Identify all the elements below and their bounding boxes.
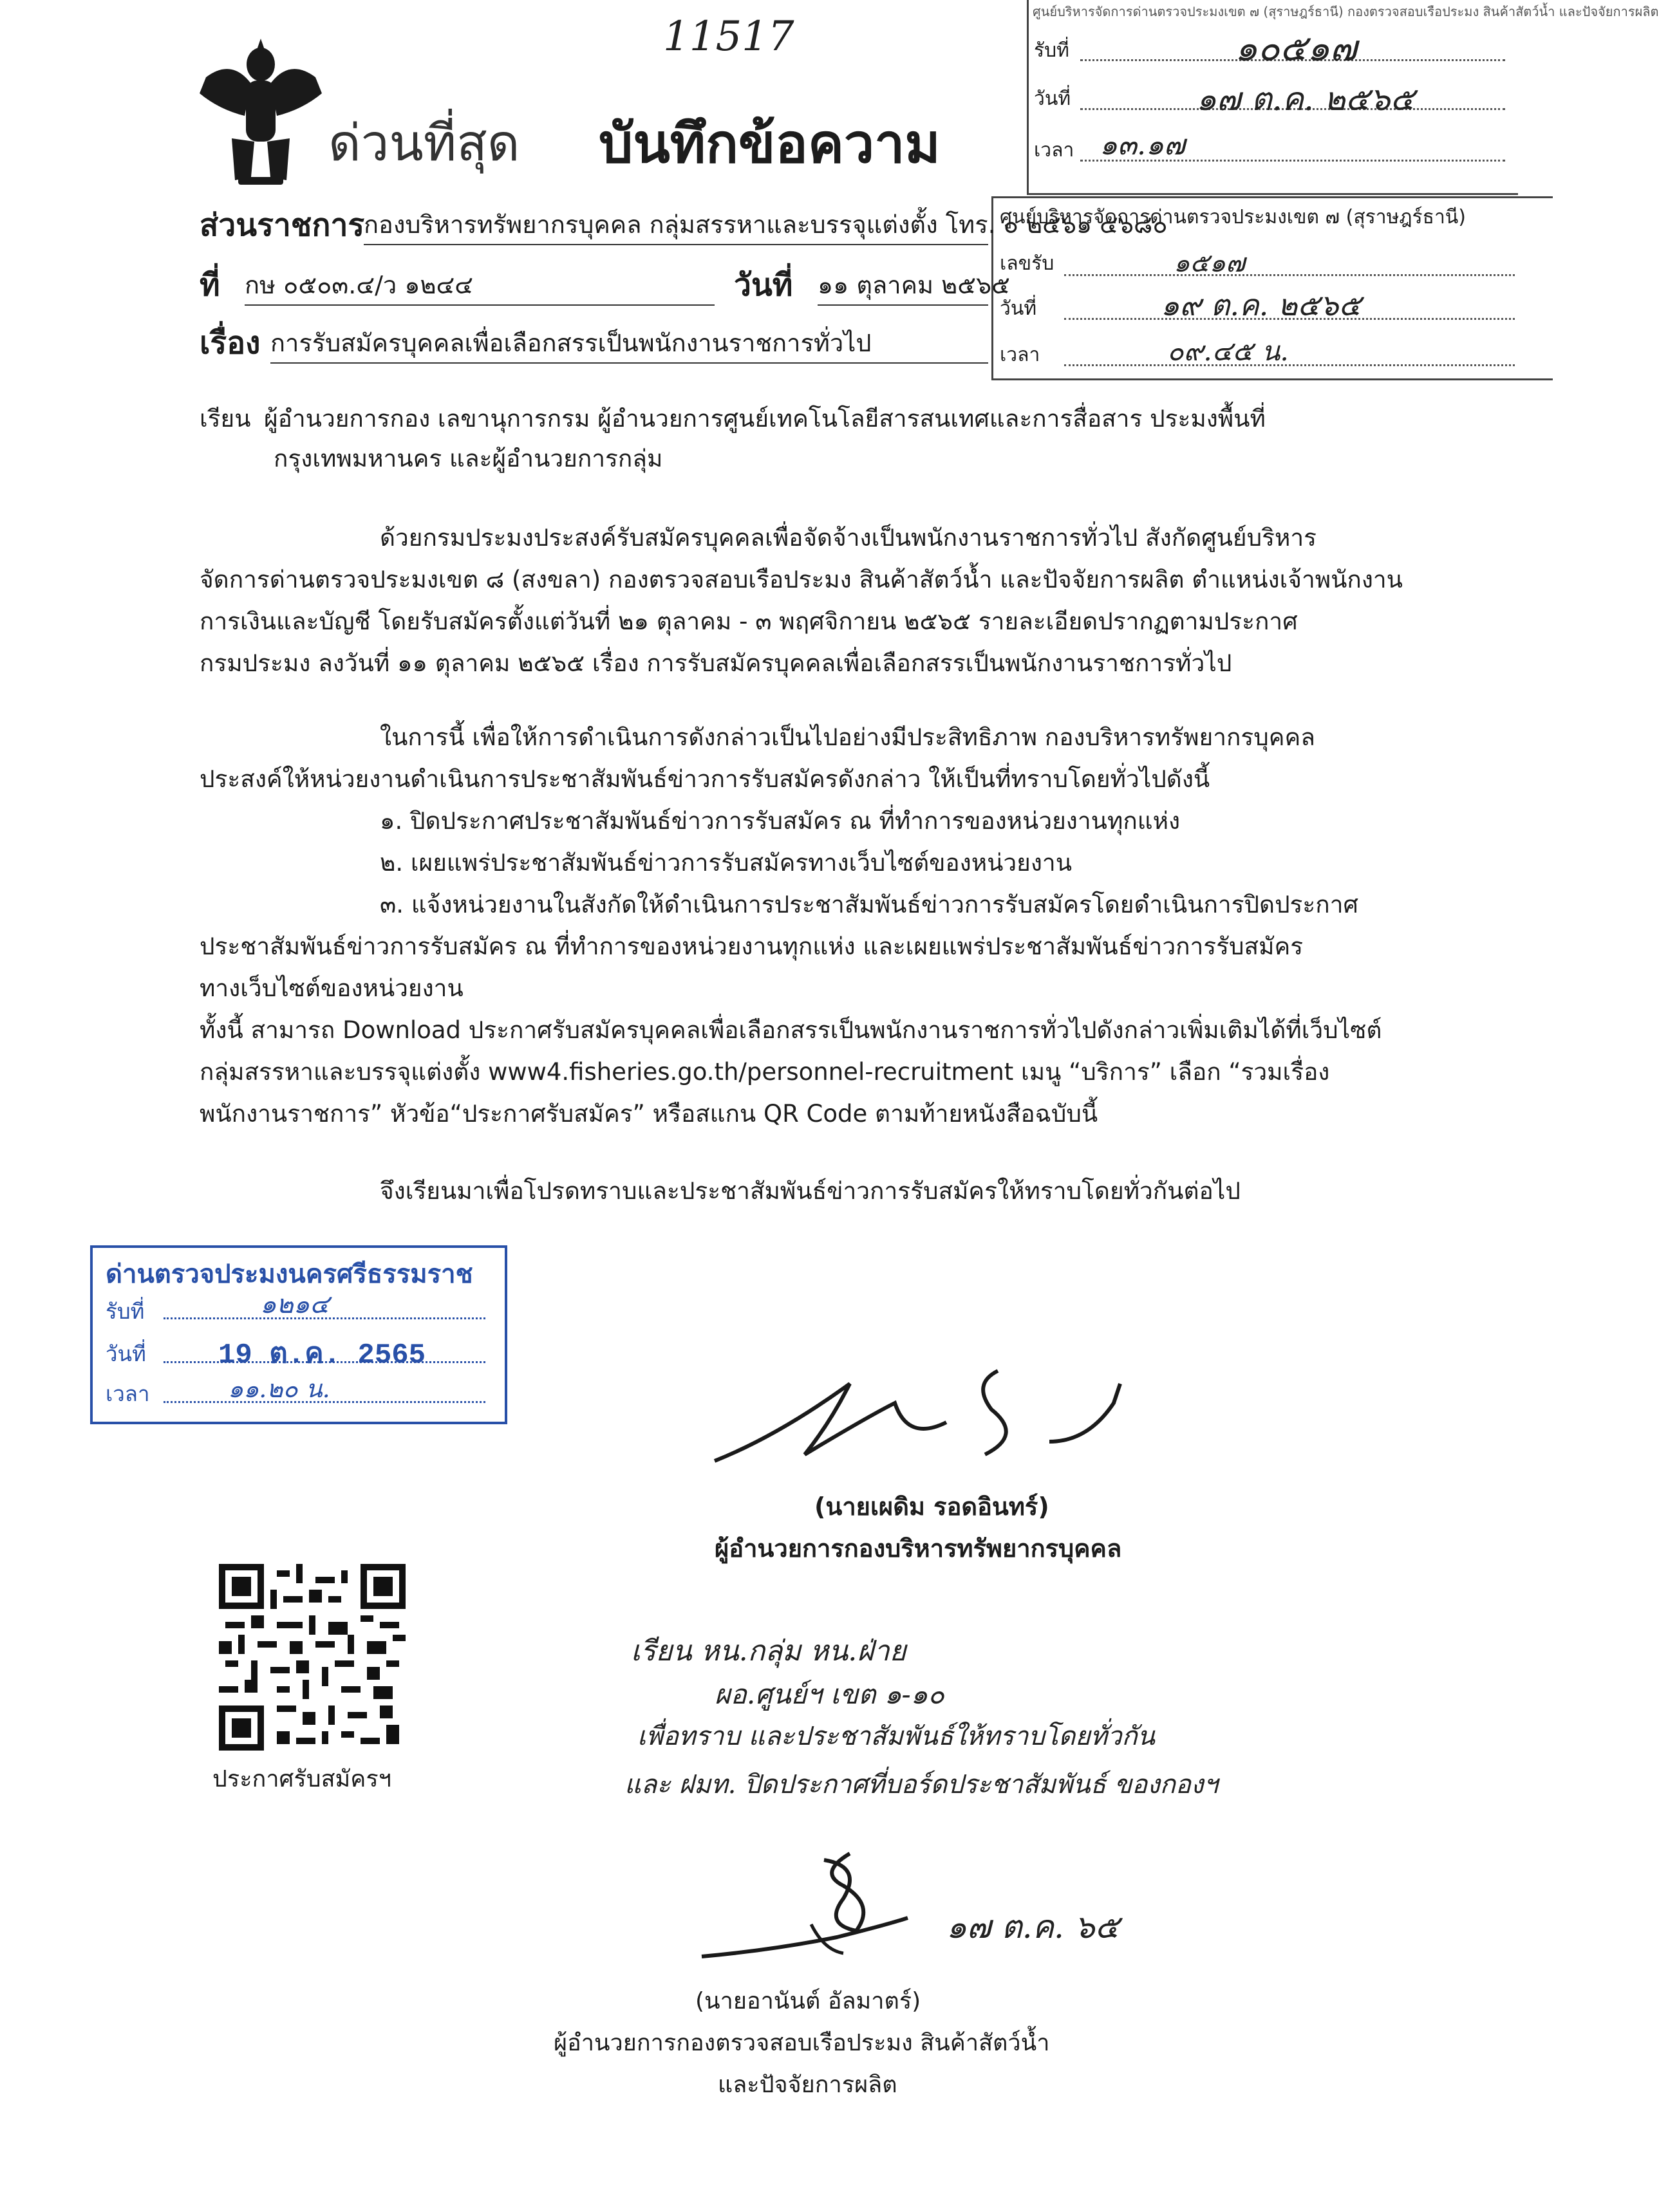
stamp-top-time-value: ๑๓.๑๗	[1100, 129, 1186, 162]
body-p1-line2: จัดการด่านตรวจประมงเขต ๘ (สงขลา) กองตรวจสอบเรือประมง สินค้าสัตว์น้ำ และปัจจัยการผลิต ตำแหน่งเจ้าพนักงาน	[200, 566, 1403, 593]
signatory1-title: ผู้อำนวยการกองบริหารทรัพยากรบุคคล	[715, 1534, 1122, 1563]
body-item3-line1: ๓. แจ้งหน่วยงานในสังกัดให้ดำเนินการประชาสัมพันธ์ข่าวการรับสมัครโดยดำเนินการปิดประกาศ	[380, 891, 1358, 918]
stamp-blue-received-value: ๑๒๑๔	[260, 1290, 330, 1319]
signature-2	[695, 1841, 966, 1976]
body-p1-line3: การเงินและบัญชี โดยรับสมัครตั้งแต่วันที่ ๒๑ ตุลาคม - ๓ พฤศจิกายน ๒๕๖๕ รายละเอียดปรากฏตามประกาศ	[200, 608, 1298, 635]
salutation-line1: ผู้อำนวยการกอง เลขานุการกรม ผู้อำนวยการศูนย์เทคโนโลยีสารสนเทศและการสื่อสาร ประมงพื้นที่	[264, 405, 1266, 432]
stamp-top-received-label: รับที่	[1034, 39, 1069, 62]
urgency-label: ด่วนที่สุด	[328, 115, 520, 172]
stamp-mid-date-label: วันที่	[1000, 297, 1037, 320]
page-title: บันทึกข้อความ	[599, 112, 941, 175]
qr-code	[219, 1564, 406, 1751]
salutation-label: เรียน	[200, 405, 251, 432]
body-item2: ๒. เผยแพร่ประชาสัมพันธ์ข่าวการรับสมัครทางเว็บไซต์ของหน่วยงาน	[380, 849, 1072, 877]
stamp-top-received-value: ๑๐๕๑๗	[1235, 28, 1357, 70]
stamp-mid-time-label: เวลา	[1000, 344, 1040, 366]
handwritten-note-line2: ผอ.ศูนย์ฯ เขต ๑-๑๐	[715, 1678, 944, 1710]
stamp-top-header: ศูนย์บริหารจัดการด่านตรวจประมงเขต ๗ (สุราษฎร์ธานี) กองตรวจสอบเรือประมง สินค้าสัตว์น้ำ และปัจจัยการผลิต	[1033, 4, 1659, 19]
body-p1-line1: ด้วยกรมประมงประสงค์รับสมัครบุคคลเพื่อจัดจ้างเป็นพนักงานราชการทั่วไป สังกัดศูนย์บริหาร	[380, 524, 1317, 552]
body-p1-line4: กรมประมง ลงวันที่ ๑๑ ตุลาคม ๒๕๖๕ เรื่อง การรับสมัครบุคคลเพื่อเลือกสรรเป็นพนักงานราชการทั่วไป	[200, 649, 1232, 677]
ref-value: กษ ๐๕๐๓.๔/ว ๑๒๔๔	[245, 265, 715, 306]
body-item3-line2: ประชาสัมพันธ์ข่าวการรับสมัคร ณ ที่ทำการของหน่วยงานทุกแห่ง และเผยแพร่ประชาสัมพันธ์ข่าวการรับสมัคร	[200, 933, 1304, 960]
stamp-mid-received-value: ๑๕๑๗	[1174, 248, 1246, 278]
stamp-blue-date-label: วันที่	[106, 1341, 146, 1366]
handwritten-date: ๑๗ ต.ค. ๖๕	[946, 1908, 1120, 1946]
salutation-line2: กรุงเทพมหานคร และผู้อำนวยการกลุ่ม	[274, 445, 663, 472]
receipt-stamp-top	[1027, 0, 1659, 195]
handwritten-note-line1: เรียน หน.กลุ่ม หน.ฝ่าย	[631, 1635, 906, 1668]
date-label: วันที่	[734, 267, 793, 303]
body-item1: ๑. ปิดประกาศประชาสัมพันธ์ข่าวการรับสมัคร ณ ที่ทำการของหน่วยงานทุกแห่ง	[380, 807, 1181, 835]
stamp-blue-received-label: รับที่	[106, 1299, 145, 1324]
stamp-mid-date-value: ๑๙ ต.ค. ๒๕๖๕	[1161, 288, 1362, 322]
body-p2-line1: ในการนี้ เพื่อให้การดำเนินการดังกล่าวเป็นไปอย่างมีประสิทธิภาพ กองบริหารทรัพยากรบุคคล	[380, 723, 1315, 751]
stamp-top-date-value: ๑๗ ต.ค. ๒๕๖๕	[1196, 80, 1415, 118]
stamp-blue-time-value: ๑๑.๒๐ น.	[228, 1375, 330, 1403]
agency-label: ส่วนราชการ	[200, 207, 365, 243]
signatory1-name: (นายเผดิม รอดอินทร์)	[814, 1492, 1049, 1521]
ref-label: ที่	[200, 267, 220, 303]
handwritten-doc-number: 11517	[663, 13, 794, 60]
body-p3-line1: ทั้งนี้ สามารถ Download ประกาศรับสมัครบุคคลเพื่อเลือกสรรเป็นพนักงานราชการทั่วไปดังกล่าวเพิ่มเติมได้ที่เว็บไซต์	[200, 1016, 1382, 1044]
stamp-blue-date-value: 19 ต.ค. 2565	[218, 1339, 426, 1371]
body-p3-line2: กลุ่มสรรหาและบรรจุแต่งตั้ง www4.fisheries.go.th/personnel-recruitment เมนู “บริการ” เลือก “รวมเรื่อง	[200, 1058, 1330, 1086]
stamp-top-date-label: วันที่	[1034, 88, 1071, 110]
stamp-mid-time-value: ๐๙.๔๕ น.	[1167, 335, 1289, 367]
subject-label: เรื่อง	[200, 325, 261, 361]
handwritten-note-line3: เพื่อทราบ และประชาสัมพันธ์ให้ทราบโดยทั่วกัน	[637, 1722, 1156, 1751]
stamp-top-time-label: เวลา	[1034, 139, 1074, 162]
body-item3-line3: ทางเว็บไซต์ของหน่วยงาน	[200, 974, 464, 1002]
closing-line: จึงเรียนมาเพื่อโปรดทราบและประชาสัมพันธ์ข่าวการรับสมัครให้ทราบโดยทั่วกันต่อไป	[380, 1177, 1241, 1205]
stamp-blue-header: ด่านตรวจประมงนครศรีธรรมราช	[106, 1259, 473, 1289]
signature-1	[702, 1345, 1152, 1474]
handwritten-note-line4: และ ฝมท. ปิดประกาศที่บอร์ดประชาสัมพันธ์ ของกองฯ	[624, 1770, 1218, 1799]
signatory2-name: (นายอานันต์ อัลมาตร์)	[695, 1988, 921, 2014]
agency-value: กองบริหารทรัพยากรบุคคล กลุ่มสรรหาและบรรจุแต่งตั้ง โทร. ๐ ๒๕๖๑ ๔๖๘๐	[364, 205, 988, 245]
signatory2-title-line1: ผู้อำนวยการกองตรวจสอบเรือประมง สินค้าสัตว์น้ำ	[554, 2030, 1050, 2056]
subject-value: การรับสมัครบุคคลเพื่อเลือกสรรเป็นพนักงานราชการทั่วไป	[270, 323, 988, 364]
date-value: ๑๑ ตุลาคม ๒๕๖๕	[818, 265, 988, 306]
qr-caption: ประกาศรับสมัครฯ	[212, 1766, 391, 1792]
receipt-stamp-blue	[90, 1245, 507, 1424]
stamp-mid-received-label: เลขรับ	[1000, 252, 1054, 275]
signatory2-title-line2: และปัจจัยการผลิต	[718, 2072, 897, 2098]
stamp-blue-time-label: เวลา	[106, 1381, 150, 1406]
stamp-mid-header: ศูนย์บริหารจัดการด่านตรวจประมงเขต ๗ (สุราษฎร์ธานี)	[1000, 206, 1466, 228]
garuda-emblem	[193, 32, 328, 187]
body-p3-line3: พนักงานราชการ” หัวข้อ“ประกาศรับสมัคร” หรือสแกน QR Code ตามท้ายหนังสือฉบับนี้	[200, 1100, 1098, 1128]
body-p2-line2: ประสงค์ให้หน่วยงานดำเนินการประชาสัมพันธ์ข่าวการรับสมัครดังกล่าว ให้เป็นที่ทราบโดยทั่วไปดังนี้	[200, 765, 1210, 793]
